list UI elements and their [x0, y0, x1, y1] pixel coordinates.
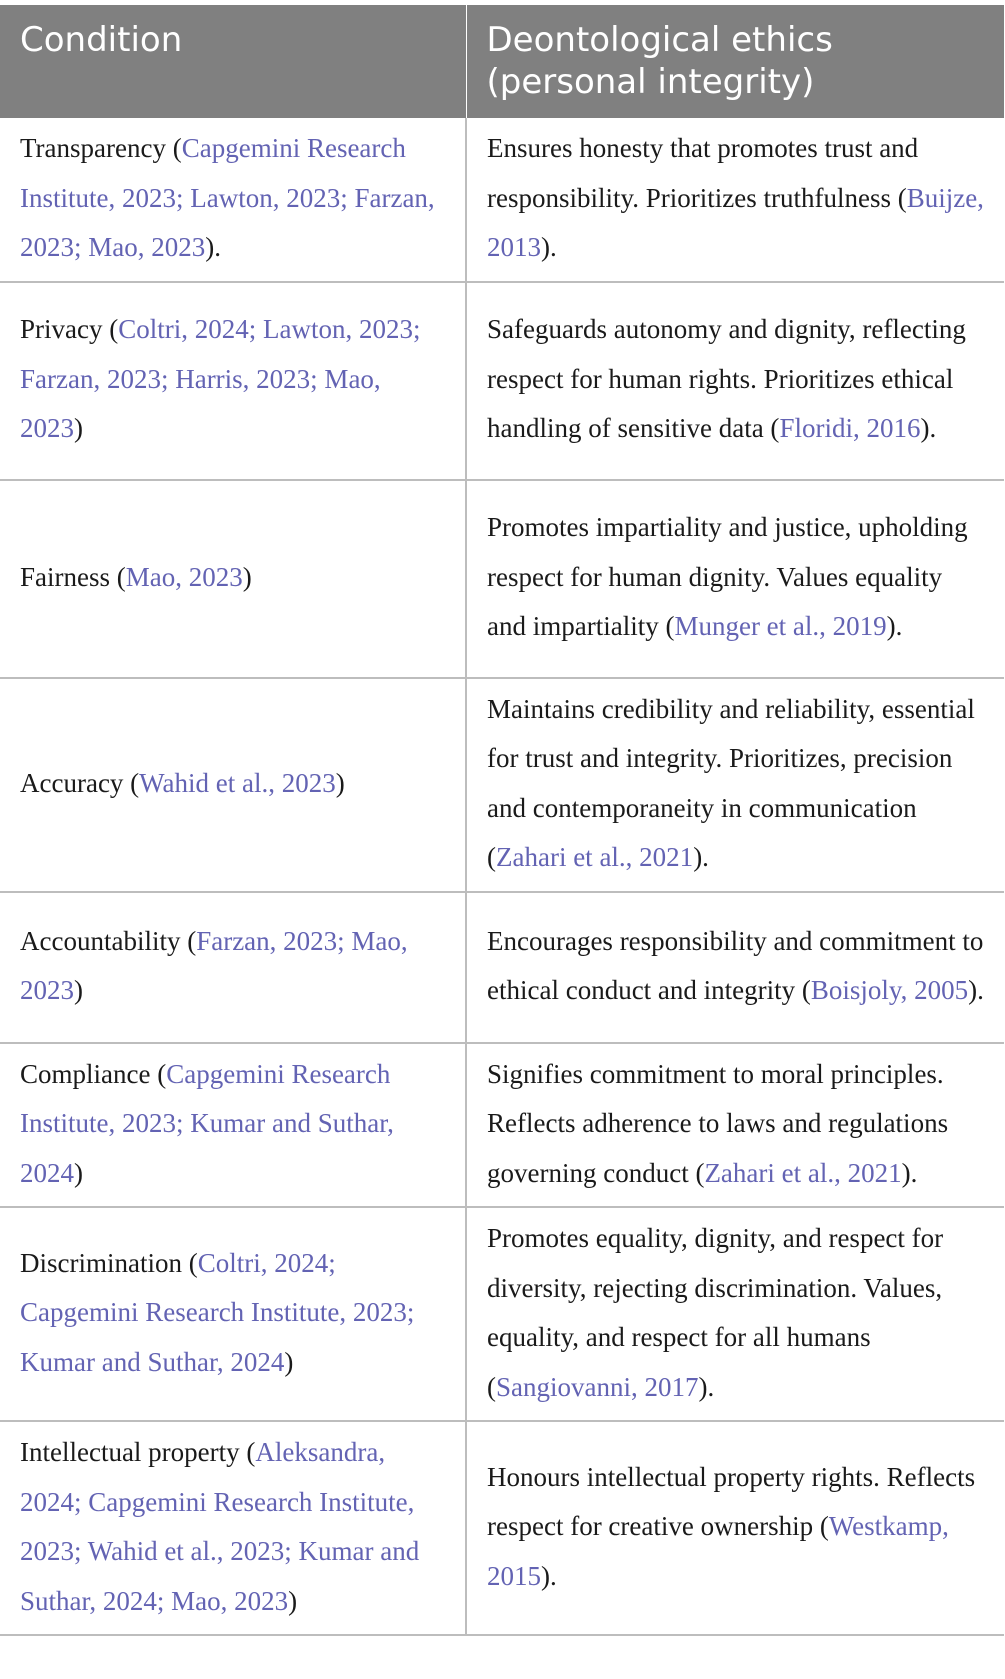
- condition-cell: [0, 1207, 466, 1421]
- table-row: [0, 480, 1004, 678]
- citation-link[interactable]: Capgemini Research Institute, 2023; Lawton, 2023; Farzan, 2023; Mao, 2023: [20, 133, 435, 262]
- ethics-cell: [466, 1043, 1004, 1208]
- ethics-table: [0, 5, 1004, 1636]
- citation-link[interactable]: Aleksandra, 2024; Capgemini Research Institute, 2023; Wahid et al., 2023; Kumar and Suthar, 2024; Mao, 2023: [20, 1437, 420, 1616]
- table-row: [0, 892, 1004, 1043]
- table-row: [0, 1421, 1004, 1635]
- citation-link[interactable]: Munger et al., 2019: [674, 611, 887, 642]
- table-row: [0, 1207, 1004, 1421]
- citation-link[interactable]: Wahid et al., 2023: [139, 767, 336, 798]
- condition-term: Compliance (: [20, 1058, 167, 1089]
- condition-cell: [0, 480, 466, 678]
- condition-cell: [0, 1043, 466, 1208]
- condition-cell: [0, 892, 466, 1043]
- citation-link[interactable]: Buijze, 2013: [487, 182, 984, 262]
- condition-term: Accuracy (: [20, 767, 140, 798]
- condition-tail: ): [74, 413, 83, 444]
- condition-cell: [0, 678, 466, 892]
- condition-term: Transparency (: [20, 133, 182, 163]
- citation-link[interactable]: Farzan, 2023; Mao, 2023: [20, 925, 408, 1005]
- ethics-text: Encourages responsibility and commitment to ethical conduct and integrity (: [487, 925, 984, 1005]
- condition-tail: ): [74, 975, 83, 1005]
- header-row: [0, 5, 1004, 118]
- table-row: [0, 1043, 1004, 1208]
- citation-link[interactable]: Coltri, 2024; Capgemini Research Institute, 2023; Kumar and Suthar, 2024: [20, 1247, 415, 1377]
- ethics-text: Signifies commitment to moral principles. Reflects adherence to laws and regulations governing conduct (: [487, 1058, 949, 1188]
- ethics-tail: ).: [886, 611, 903, 642]
- condition-cell: [0, 1421, 466, 1635]
- condition-cell: [0, 282, 466, 480]
- condition-term: Fairness (: [20, 561, 126, 592]
- citation-link[interactable]: Capgemini Research Institute, 2023; Kumar and Suthar, 2024: [20, 1058, 394, 1188]
- citation-link[interactable]: Sangiovanni, 2017: [496, 1371, 699, 1402]
- ethics-cell: [466, 892, 1004, 1043]
- condition-term: Privacy (: [20, 314, 119, 345]
- condition-term: Accountability (: [20, 925, 197, 956]
- table-row: [0, 282, 1004, 480]
- ethics-text: Promotes equality, dignity, and respect for diversity, rejecting discrimination. Values, equality, and respect for all humans (: [487, 1223, 944, 1402]
- header-condition: Condition: [0, 5, 466, 118]
- ethics-cell: [466, 1421, 1004, 1635]
- ethics-cell: [466, 282, 1004, 480]
- citation-link[interactable]: Floridi, 2016: [779, 413, 921, 444]
- citation-link[interactable]: Zahari et al., 2021: [704, 1157, 902, 1188]
- table-body: [0, 118, 1004, 1635]
- ethics-cell: [466, 118, 1004, 282]
- ethics-tail: ).: [541, 1560, 557, 1591]
- condition-tail: ): [288, 1585, 298, 1616]
- header-deontological-ethics: Deontological ethics (personal integrity): [466, 5, 1004, 118]
- condition-tail: ).: [205, 232, 221, 262]
- citation-link[interactable]: Zahari et al., 2021: [496, 842, 694, 872]
- citation-link[interactable]: Coltri, 2024; Lawton, 2023; Farzan, 2023; Harris, 2023; Mao, 2023: [20, 314, 421, 444]
- ethics-tail: ).: [968, 975, 984, 1005]
- citation-link[interactable]: Westkamp, 2015: [487, 1511, 949, 1591]
- ethics-tail: ).: [920, 413, 937, 444]
- condition-cell: [0, 118, 466, 282]
- condition-tail: ): [242, 561, 252, 592]
- table-row: [0, 118, 1004, 282]
- ethics-cell: [466, 1207, 1004, 1421]
- ethics-text: Safeguards autonomy and dignity, reflecting respect for human rights. Prioritizes ethical handling of sensitive data (: [487, 314, 966, 444]
- condition-tail: ): [74, 1157, 83, 1188]
- ethics-text: Ensures honesty that promotes trust and responsibility. Prioritizes truthfulness (: [487, 133, 919, 213]
- table-header: [0, 5, 1004, 118]
- citation-link[interactable]: Boisjoly, 2005: [810, 975, 969, 1005]
- condition-term: Intellectual property (: [20, 1437, 256, 1467]
- ethics-tail: ).: [698, 1371, 715, 1402]
- table-row: [0, 678, 1004, 892]
- condition-tail: ): [335, 767, 345, 798]
- citation-link[interactable]: Mao, 2023: [125, 561, 243, 592]
- ethics-text: Promotes impartiality and justice, upholding respect for human dignity. Values equality and impartiality (: [487, 512, 968, 642]
- condition-term: Discrimination (: [20, 1247, 198, 1278]
- ethics-cell: [466, 678, 1004, 892]
- ethics-tail: ).: [693, 842, 709, 872]
- ethics-text: Honours intellectual property rights. Reflects respect for creative ownership (: [487, 1461, 976, 1542]
- ethics-tail: ).: [901, 1157, 918, 1188]
- ethics-tail: ).: [541, 232, 557, 262]
- condition-tail: ): [284, 1346, 294, 1377]
- ethics-cell: [466, 480, 1004, 678]
- ethics-text: Maintains credibility and reliability, essential for trust and integrity. Prioritizes, precision and contemporaneity in communication (: [487, 693, 975, 872]
- ethics-table-container: [0, 5, 1005, 1636]
